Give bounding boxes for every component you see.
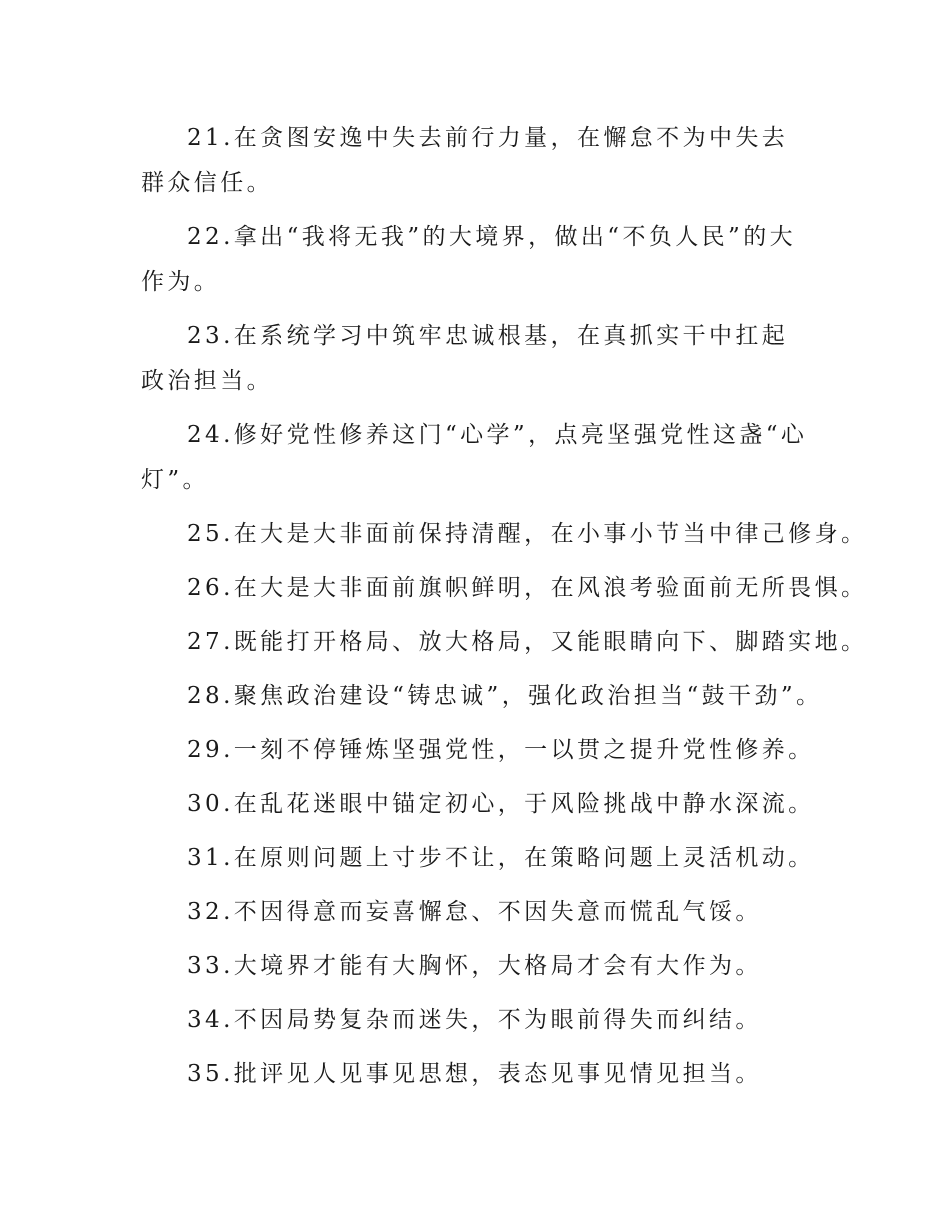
paragraph-29: 29.一刻不停锤炼坚强党性，一以贯之提升党性修养。: [187, 737, 815, 763]
paragraph-33: 33.大境界才能有大胸怀，大格局才会有大作为。: [187, 953, 762, 979]
paragraph-21: 21.在贪图安逸中失去前行力量，在懈怠不为中失去群众信任。: [141, 125, 789, 196]
paragraph-24: 24.修好党性修养这门“心学”，点亮坚强党性这盏“心灯”。: [141, 422, 808, 493]
paragraph-28: 28.聚焦政治建设“铸忠诚”，强化政治担当“鼓干劲”。: [187, 683, 823, 709]
paragraph-35: 35.批评见人见事见思想，表态见事见情见担当。: [187, 1061, 762, 1087]
paragraph-22: 22.拿出“我将无我”的大境界，做出“不负人民”的大作为。: [141, 224, 797, 295]
paragraph-32: 32.不因得意而妄喜懈怠、不因失意而慌乱气馁。: [187, 899, 762, 925]
paragraph-31: 31.在原则问题上寸步不让，在策略问题上灵活机动。: [187, 845, 815, 871]
document-body: [141, 116, 868, 1106]
paragraph-23: 23.在系统学习中筑牢忠诚根基，在真抓实干中扛起政治担当。: [141, 323, 789, 394]
paragraph-34: 34.不因局势复杂而迷失，不为眼前得失而纠结。: [187, 1007, 762, 1033]
paragraph-25: 25.在大是大非面前保持清醒，在小事小节当中律己修身。: [187, 521, 868, 547]
paragraph-26: 26.在大是大非面前旗帜鲜明，在风浪考验面前无所畏惧。: [187, 575, 868, 601]
paragraph-30: 30.在乱花迷眼中锚定初心，于风险挑战中静水深流。: [187, 791, 815, 817]
paragraph-27: 27.既能打开格局、放大格局，又能眼睛向下、脚踏实地。: [187, 629, 868, 655]
